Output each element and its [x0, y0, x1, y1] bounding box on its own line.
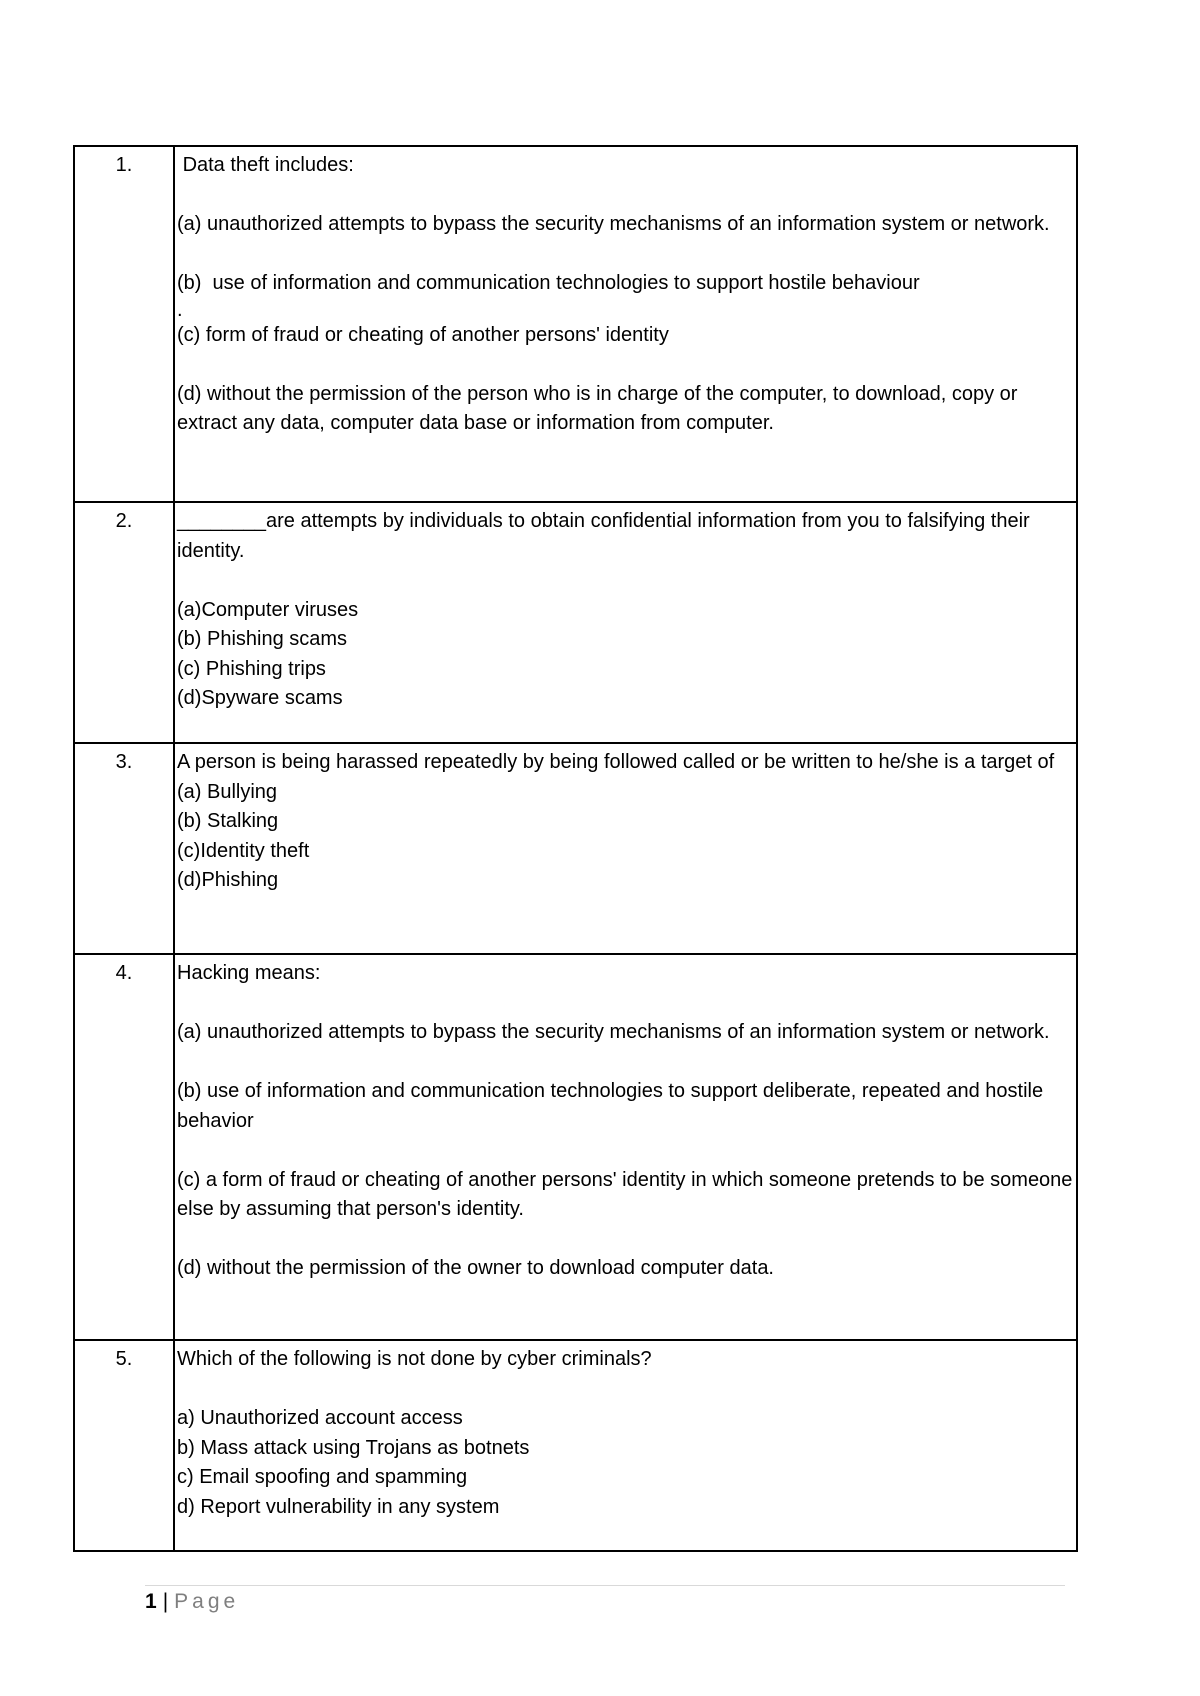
option-a: a) Unauthorized account access [177, 1407, 463, 1429]
option-c: (c) form of fraud or cheating of another persons' identity [177, 323, 669, 346]
option-a: (a) unauthorized attempts to bypass the security mechanisms of an information system or network. [177, 213, 1050, 235]
question-number: 3. [74, 743, 174, 954]
footer-divider [145, 1585, 1065, 1586]
option-a: (a) Bullying [177, 780, 278, 803]
question-body [174, 1340, 1077, 1551]
question-row [74, 954, 1077, 1340]
option-d: (d)Phishing [177, 869, 279, 891]
question-body [174, 146, 1077, 502]
option-b: (b) use of information and communication technologies to support hostile behaviour [177, 272, 920, 294]
option-a: (a) unauthorized attempts to bypass the security mechanisms of an information system or network. [177, 1021, 1050, 1043]
question-number: 4. [74, 954, 174, 1340]
page-number: 1 [145, 1590, 157, 1613]
stray-period: . [177, 298, 183, 321]
option-d: (d) without the permission of the owner to download computer data. [177, 1257, 774, 1279]
question-body [174, 954, 1077, 1340]
page-label: Page [174, 1590, 240, 1613]
question-body [174, 743, 1077, 954]
option-c: (c) Phishing trips [177, 657, 326, 680]
option-c: (c) a form of fraud or cheating of another persons' identity in which someone pretends to be someone else by assuming that person's identity. [177, 1168, 1078, 1220]
option-b: (b) use of information and communication technologies to support deliberate, repeated and hostile behavior [177, 1080, 1049, 1132]
option-d: (d) without the permission of the person who is in charge of the computer, to download, copy or extract any data, computer data base or information from computer. [177, 382, 1024, 434]
question-body [174, 502, 1077, 743]
question-row [74, 146, 1077, 502]
question-row [74, 743, 1077, 954]
option-b: (b) Stalking [177, 810, 279, 832]
question-row [74, 1340, 1077, 1551]
option-d: d) Report vulnerability in any system [177, 1495, 500, 1518]
question-stem: Which of the following is not done by cyber criminals? [177, 1348, 652, 1370]
footer-separator: | [162, 1590, 169, 1613]
question-stem: A person is being harassed repeatedly by being followed called or be written to he/she is a target of [177, 751, 1055, 773]
question-number: 2. [74, 502, 174, 743]
option-b: (b) Phishing scams [177, 628, 348, 650]
question-stem: Hacking means: [177, 962, 321, 984]
option-d: (d)Spyware scams [177, 687, 343, 709]
option-c: (c)Identity theft [177, 839, 310, 862]
question-stem: Data theft includes: [177, 154, 354, 176]
question-table [73, 145, 1078, 1552]
option-b: b) Mass attack using Trojans as botnets [177, 1436, 530, 1459]
page-footer [145, 1590, 239, 1614]
question-number: 1. [74, 146, 174, 502]
option-c: c) Email spoofing and spamming [177, 1466, 468, 1488]
option-a: (a)Computer viruses [177, 598, 359, 621]
question-row [74, 502, 1077, 743]
question-number: 5. [74, 1340, 174, 1551]
question-stem: ________are attempts by individuals to obtain confidential information from you to falsifying their identity. [177, 510, 1036, 562]
